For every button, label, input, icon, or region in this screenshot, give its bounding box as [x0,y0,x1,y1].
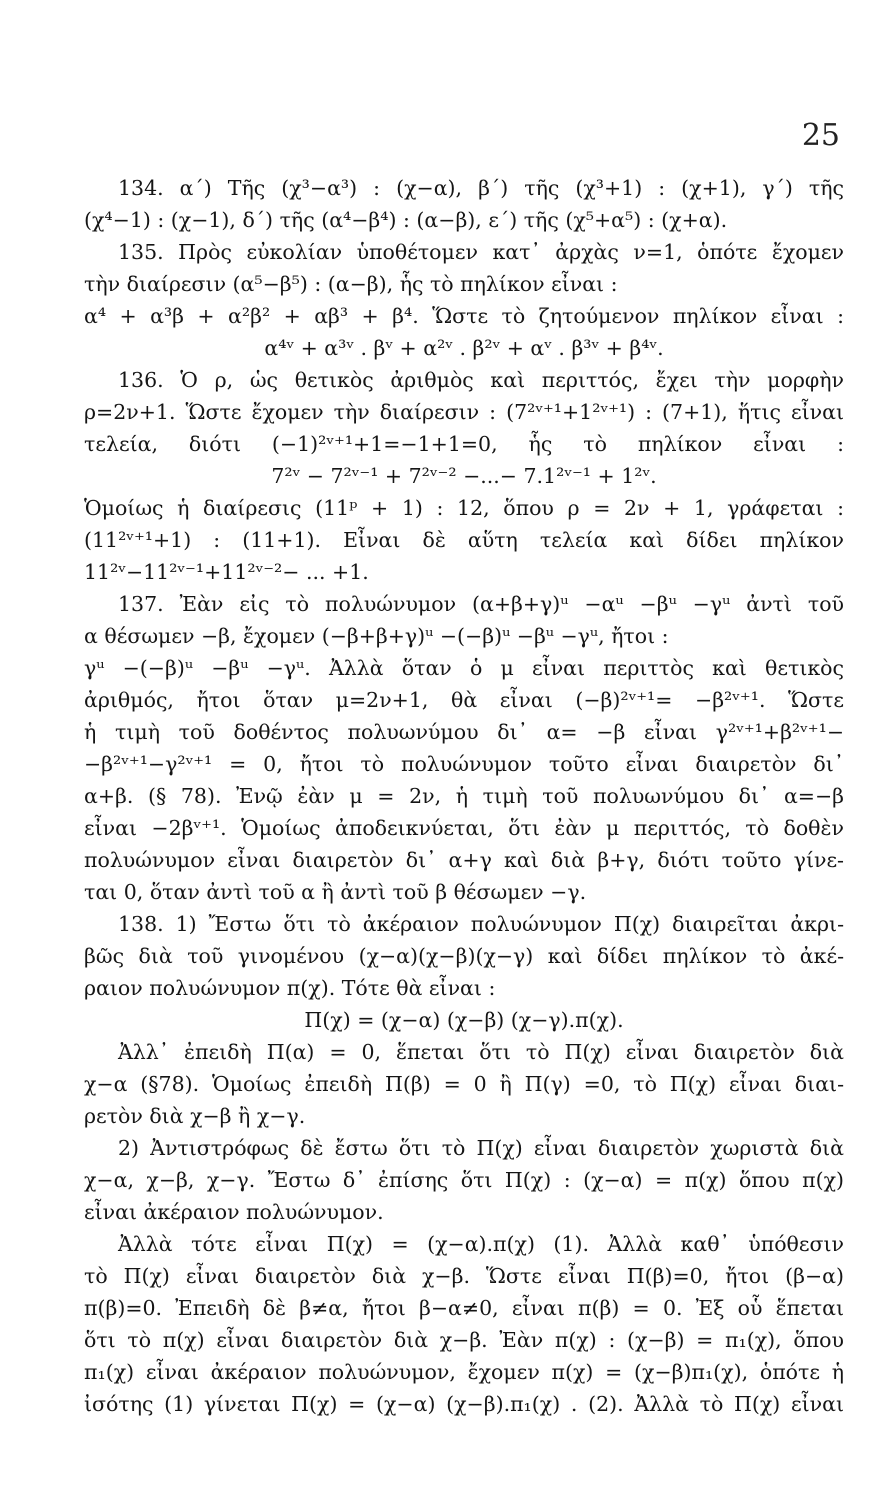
text-line: ρ=2ν+1. Ὥστε ἔχομεν τὴν διαίρεσιν : (7²ᵛ⁺¹+1²ᵛ⁺¹) : (7+1), ἥτις εἶναι [84,400,844,424]
text-line: Ὁμοίως ἡ διαίρεσις (11ᵖ + 1) : 12, ὅπου ρ = 2ν + 1, γράφεται : [84,496,844,520]
text-line: Ἀλλ᾽ ἐπειδὴ Π(α) = 0, ἕπεται ὅτι τὸ Π(χ) εἶναι διαιρετὸν διὰ [118,1040,844,1064]
text-line: 2) Ἀντιστρόφως δὲ ἔστω ὅτι τὸ Π(χ) εἶναι διαιρετὸν χωριστὰ διὰ [118,1136,844,1160]
text-line: −β²ᵛ⁺¹−γ²ᵛ⁺¹ = 0, ἤτοι τὸ πολυώνυμον τοῦτο εἶναι διαιρετὸν δι᾽ [84,752,844,776]
page-number: 25 [801,118,840,153]
text-line: 11²ᵛ−11²ᵛ⁻¹+11²ᵛ⁻²− ... +1. [84,560,369,584]
text-line: τὸ Π(χ) εἶναι διαιρετὸν διὰ χ−β. Ὥστε εἶναι Π(β)=0, ἤτοι (β−α) [84,1264,844,1288]
text-line: ἀριθμός, ἤτοι ὅταν μ=2ν+1, θὰ εἶναι (−β)²ᵛ⁺¹= −β²ᵛ⁺¹. Ὥστε [84,688,844,712]
text-line: α⁴ᵛ + α³ᵛ . βᵛ + α²ᵛ . β²ᵛ + αᵛ . β³ᵛ + β⁴ᵛ. [264,336,664,360]
text-line: α θέσωμεν −β, ἔχομεν (−β+β+γ)ᵘ −(−β)ᵘ −βᵘ −γᵘ, ἤτοι : [84,624,669,648]
text-line: ρετὸν διὰ χ−β ἢ χ−γ. [84,1104,306,1128]
text-line: ἰσότης (1) γίνεται Π(χ) = (χ−α) (χ−β).π₁(χ) . (2). Ἀλλὰ τὸ Π(χ) εἶναι [84,1392,844,1416]
text-line: π₁(χ) εἶναι ἀκέραιον πολυώνυμον, ἔχομεν π(χ) = (χ−β)π₁(χ), ὁπότε ἡ [84,1360,844,1384]
text-line: ται 0, ὅταν ἀντὶ τοῦ α ἢ ἀντὶ τοῦ β θέσωμεν −γ. [84,880,587,904]
text-line: Π(χ) = (χ−α) (χ−β) (χ−γ).π(χ). [304,1008,624,1032]
text-line: ἡ τιμὴ τοῦ δοθέντος πολυωνύμου δι᾽ α= −β εἶναι γ²ᵛ⁺¹+β²ᵛ⁺¹− [84,720,844,744]
text-line: τὴν διαίρεσιν (α⁵−β⁵) : (α−β), ἧς τὸ πηλίκον εἶναι : [84,272,618,296]
text-line: γᵘ −(−β)ᵘ −βᵘ −γᵘ. Ἀλλὰ ὅταν ὁ μ εἶναι περιττὸς καὶ θετικὸς [84,656,844,680]
text-line: (11²ᵛ⁺¹+1) : (11+1). Εἶναι δὲ αὕτη τελεία καὶ δίδει πηλίκον [84,528,844,552]
text-line: εἶναι ἀκέραιον πολυώνυμον. [84,1200,384,1224]
text-line: 134. α΄) Τῆς (χ³−α³) : (χ−α), β΄) τῆς (χ³+1) : (χ+1), γ΄) τῆς [118,176,844,200]
text-line: π(β)=0. Ἐπειδὴ δὲ β≠α, ἤτοι β−α≠0, εἶναι π(β) = 0. Ἐξ οὗ ἕπεται [84,1296,844,1320]
text-line: χ−α (§78). Ὁμοίως ἐπειδὴ Π(β) = 0 ἢ Π(γ) =0, τὸ Π(χ) εἶναι διαι- [84,1072,844,1096]
text-line: 138. 1) Ἔστω ὅτι τὸ ἀκέραιον πολυώνυμον Π(χ) διαιρεῖται ἀκρι- [118,912,844,936]
text-line: ὅτι τὸ π(χ) εἶναι διαιρετὸν διὰ χ−β. Ἐὰν π(χ) : (χ−β) = π₁(χ), ὅπου [84,1328,844,1352]
text-line: 136. Ὁ ρ, ὡς θετικὸς ἀριθμὸς καὶ περιττός, ἔχει τὴν μορφὴν [118,368,844,392]
text-line: τελεία, διότι (−1)²ᵛ⁺¹+1=−1+1=0, ἧς τὸ πηλίκον εἶναι : [84,432,844,456]
text-line: (χ⁴−1) : (χ−1), δ΄) τῆς (α⁴−β⁴) : (α−β), ε΄) τῆς (χ⁵+α⁵) : (χ+α). [84,208,728,232]
text-line: ραιον πολυώνυμον π(χ). Τότε θὰ εἶναι : [84,976,496,1000]
text-line: 137. Ἐὰν εἰς τὸ πολυώνυμον (α+β+γ)ᵘ −αᵘ −βᵘ −γᵘ ἀντὶ τοῦ [118,592,844,616]
text-line: χ−α, χ−β, χ−γ. Ἔστω δ᾽ ἐπίσης ὅτι Π(χ) : (χ−α) = π(χ) ὅπου π(χ) [84,1168,844,1192]
text-line: εἶναι −2βᵛ⁺¹. Ὁμοίως ἀποδεικνύεται, ὅτι ἐὰν μ περιττός, τὸ δοθὲν [84,816,844,840]
text-block [84,172,844,1420]
text-line: α⁴ + α³β + α²β² + αβ³ + β⁴. Ὥστε τὸ ζητούμενον πηλίκον εἶναι : [84,304,844,328]
text-line: βῶς διὰ τοῦ γινομένου (χ−α)(χ−β)(χ−γ) καὶ δίδει πηλίκον τὸ ἀκέ- [84,944,844,968]
text-line: 135. Πρὸς εὐκολίαν ὑποθέτομεν κατ᾽ ἀρχὰς ν=1, ὁπότε ἔχομεν [118,240,844,264]
text-line: πολυώνυμον εἶναι διαιρετὸν δι᾽ α+γ καὶ διὰ β+γ, διότι τοῦτο γίνε- [84,848,844,872]
text-line: Ἀλλὰ τότε εἶναι Π(χ) = (χ−α).π(χ) (1). Ἀλλὰ καθ᾽ ὑπόθεσιν [118,1232,844,1256]
text-line: α+β. (§ 78). Ἐνῷ ἐὰν μ = 2ν, ἡ τιμὴ τοῦ πολυωνύμου δι᾽ α=−β [84,784,844,808]
text-line: 7²ᵛ − 7²ᵛ⁻¹ + 7²ᵛ⁻² −...− 7.1²ᵛ⁻¹ + 1²ᵛ. [271,464,657,488]
